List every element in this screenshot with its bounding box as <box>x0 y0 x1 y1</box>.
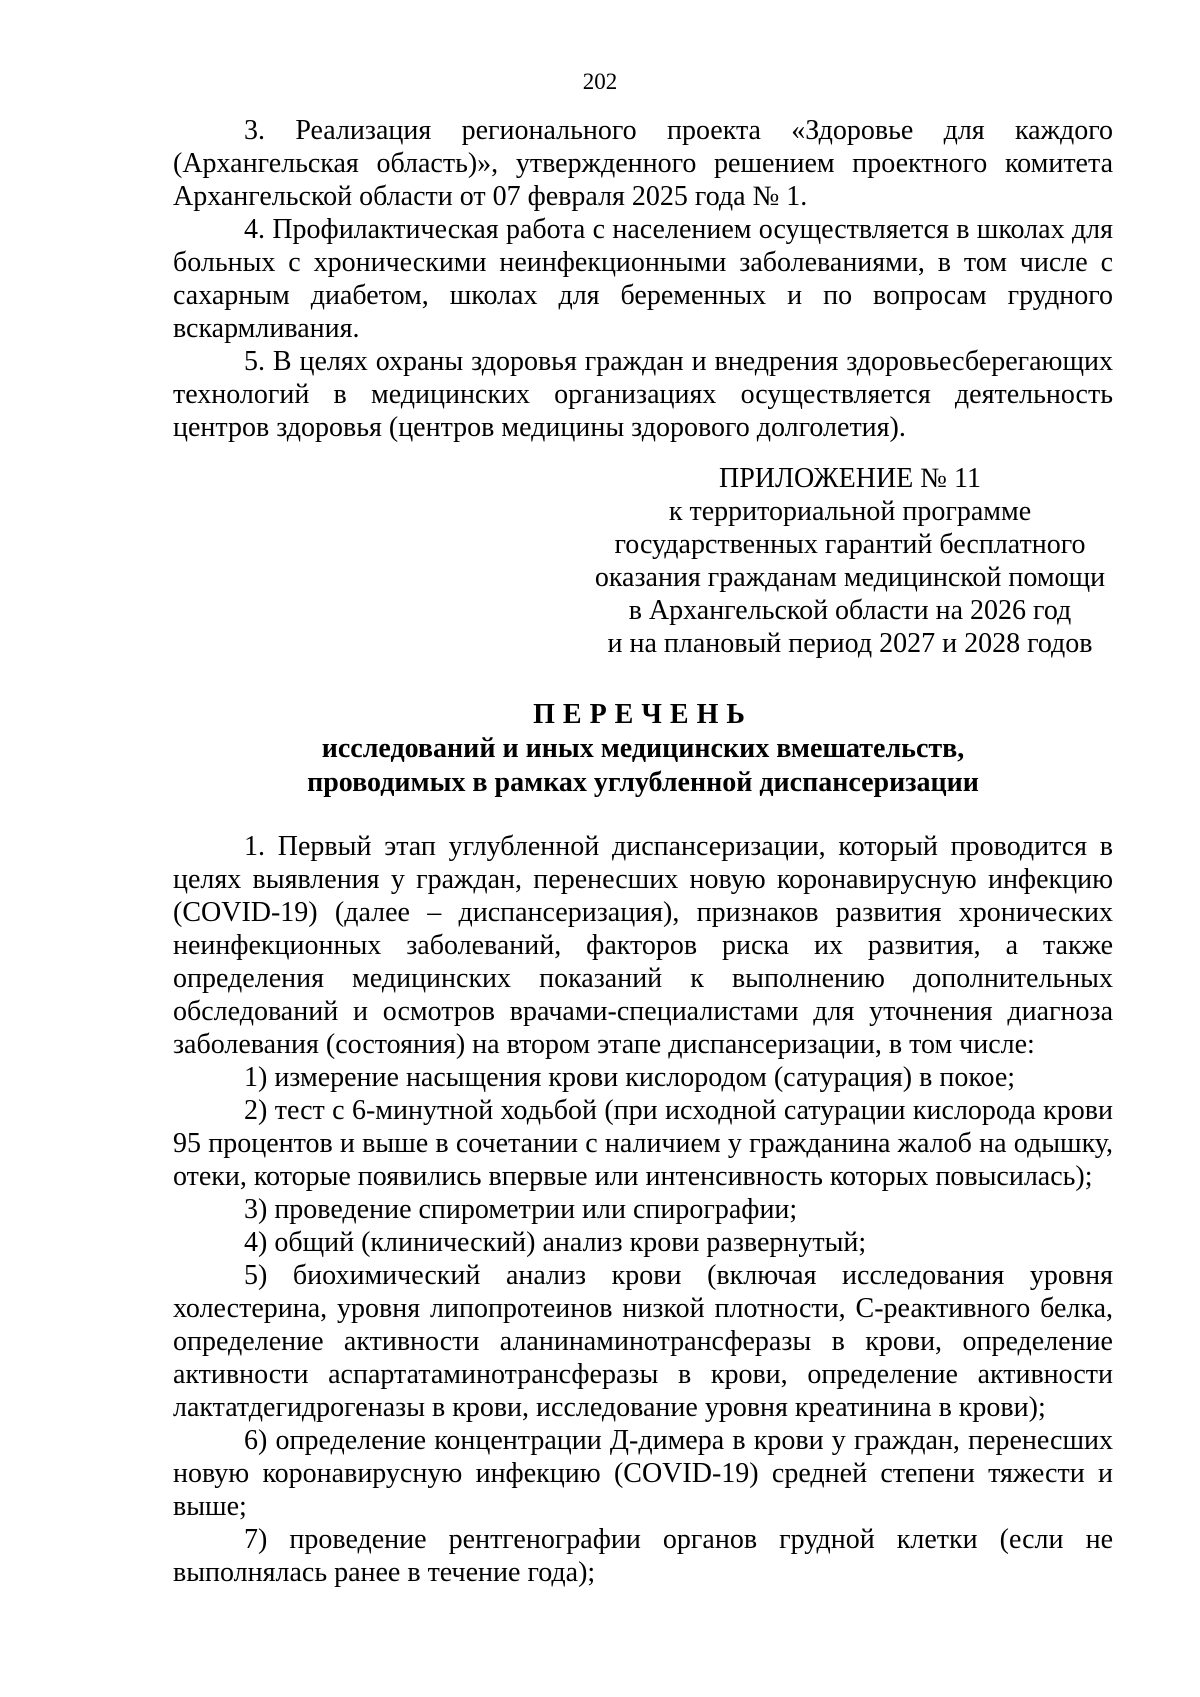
main-section <box>173 830 1113 1589</box>
appendix-header <box>580 462 1120 660</box>
intro-section <box>173 114 1113 444</box>
appendix-line: государственных гарантий бесплатного <box>614 529 1086 560</box>
appendix-line: в Архангельской области на 2026 год <box>628 595 1072 626</box>
paragraph-item-5: 5. В целях охраны здоровья граждан и внедрения здоровьесберегающих технологий в медицинских организациях осуществляется деятельность центров здоровья (центров медицины здорового долголетия). <box>173 346 1113 443</box>
list-item: 1) измерение насыщения крови кислородом (сатурация) в покое; <box>244 1062 1016 1093</box>
heading-subtitle-line: исследований и иных медицинских вмешательств, <box>321 733 965 764</box>
paragraph-stage-1: 1. Первый этап углубленной диспансеризации, который проводится в целях выявления у граждан, перенесших новую коронавирусную инфекцию (COVID-19) (далее – диспансеризация), признаков развития хронических неинфекционных заболеваний, факторов риска их развития, а также определения медицинских показаний к выполнению дополнительных обследований и осмотров врачами-специалистами для уточнения диагноза заболевания (состояния) на втором этапе диспансеризации, в том числе: <box>173 831 1113 1060</box>
heading-subtitle-line: проводимых в рамках углубленной диспансеризации <box>307 767 979 798</box>
appendix-line: оказания гражданам медицинской помощи <box>594 562 1106 593</box>
list-item: 2) тест с 6-минутной ходьбой (при исходной сатурации кислорода крови 95 процентов и выше в сочетании с наличием у гражданина жалоб на одышку, отеки, которые появились впервые или интенсивность которых повысилась); <box>173 1095 1113 1192</box>
paragraph-item-4: 4. Профилактическая работа с населением осуществляется в школах для больных с хроническими неинфекционными заболеваниями, в том числе с сахарным диабетом, школах для беременных и по вопросам грудного вскармливания. <box>173 214 1113 344</box>
list-item: 5) биохимический анализ крови (включая исследования уровня холестерина, уровня липопротеинов низкой плотности, С-реактивного белка, определение активности аланинаминотрансферазы в крови, определение активности аспартатаминотрансферазы в крови, определение активности лактатдегидрогеназы в крови, исследование уровня креатинина в крови); <box>173 1260 1113 1423</box>
list-item: 7) проведение рентгенографии органов грудной клетки (если не выполнялась ранее в течение года); <box>173 1524 1113 1588</box>
appendix-line: к территориальной программе <box>668 496 1032 527</box>
list-item: 4) общий (клинический) анализ крови развернутый; <box>244 1227 867 1258</box>
appendix-title: ПРИЛОЖЕНИЕ № 11 <box>719 463 981 494</box>
page-number: 202 <box>582 69 618 94</box>
paragraph-item-3: 3. Реализация регионального проекта «Здоровье для каждого (Архангельская область)», утвержденного решением проектного комитета Архангельской области от 07 февраля 2025 года № 1. <box>173 115 1113 212</box>
heading-title: ПЕРЕЧЕНЬ <box>533 699 753 730</box>
list-item: 3) проведение спирометрии или спирографии; <box>244 1194 798 1225</box>
list-heading <box>173 698 1113 800</box>
appendix-line: и на плановый период 2027 и 2028 годов <box>607 628 1093 659</box>
list-item: 6) определение концентрации Д-димера в крови у граждан, перенесших новую коронавирусную инфекцию (COVID-19) средней степени тяжести и выше; <box>173 1425 1113 1522</box>
